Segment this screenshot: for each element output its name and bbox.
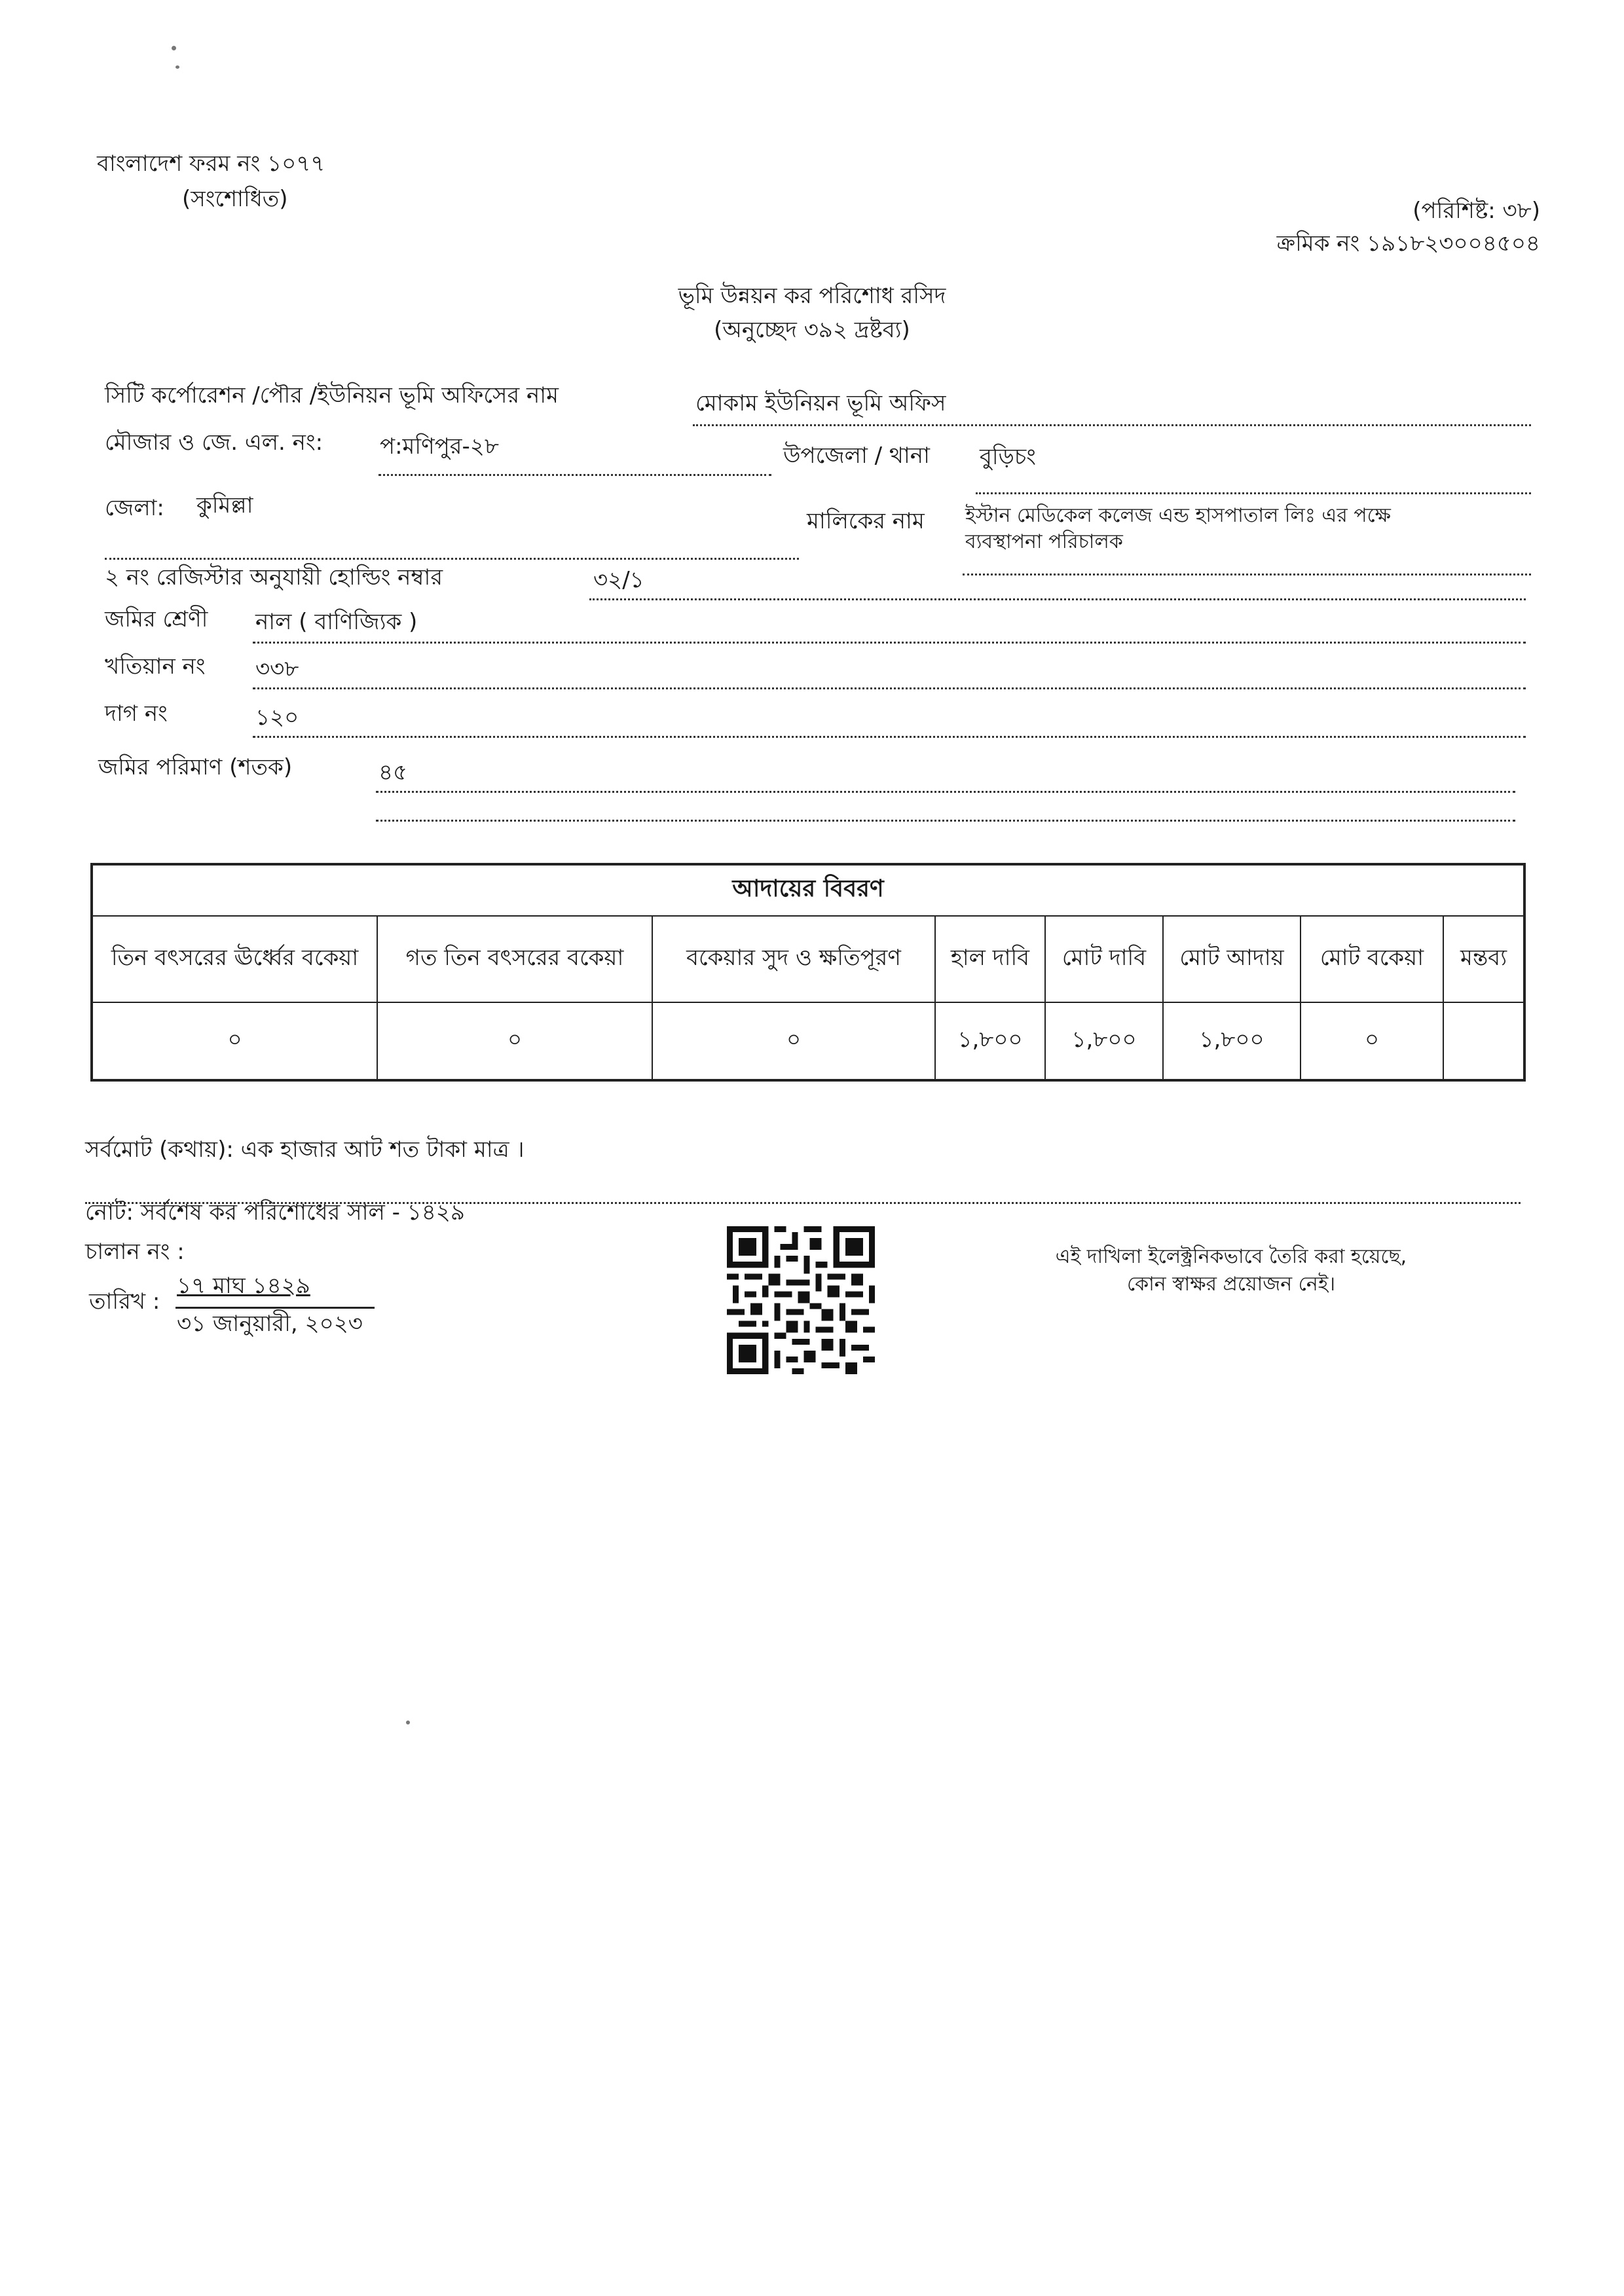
last-payment-note: নোট: সর্বশেষ কর পরিশোধের সাল - ১৪২৯ <box>85 1199 465 1226</box>
owner-value-line1: ইস্টান মেডিকেল কলেজ এন্ড হাসপাতাল লিঃ এর পক্ষে <box>965 504 1391 527</box>
table-cell: ১,৮০০ <box>935 1002 1045 1080</box>
amended-label: (সংশোধিত) <box>182 186 288 212</box>
appendix-label: (পরিশিষ্ট: ৩৮) <box>1412 198 1540 224</box>
qr-code <box>727 1223 875 1377</box>
table-cell: ০ <box>92 1002 377 1080</box>
electronic-note-line2: কোন স্বাক্ষর প্রয়োজন নেই। <box>1126 1273 1336 1296</box>
scan-speck <box>175 65 179 69</box>
office-value: মোকাম ইউনিয়ন ভূমি অফিস <box>695 390 946 416</box>
document-title: ভূমি উন্নয়ন কর পরিশোধ রসিদ <box>678 283 946 309</box>
scan-speck <box>172 46 176 50</box>
khatian-value: ৩৩৮ <box>255 656 299 682</box>
table-cell: ০ <box>1301 1002 1443 1080</box>
upazila-value: বুড়িচং <box>980 444 1036 470</box>
mouza-underline <box>378 474 771 476</box>
owner-label: মালিকের নাম <box>807 508 925 534</box>
column-header: তিন বৎসরের ঊর্ধ্বের বকেয়া <box>92 916 377 1002</box>
column-header: মোট বকেয়া <box>1301 916 1443 1002</box>
date-bangla: ১৭ মাঘ ১৪২৯ <box>177 1273 310 1299</box>
mouza-label: মৌজার ও জে. এল. নং: <box>105 429 323 456</box>
document-subtitle: (অনুচ্ছেদ ৩৯২ দ্রষ্টব্য) <box>714 317 910 343</box>
scan-speck <box>406 1721 410 1724</box>
table-title: আদায়ের বিবরণ <box>92 864 1524 916</box>
date-label: তারিখ : <box>89 1288 160 1315</box>
table-cell: ০ <box>652 1002 935 1080</box>
dag-value: ১২০ <box>255 704 299 731</box>
area-underline <box>376 791 1515 793</box>
table-cell: ০ <box>377 1002 652 1080</box>
owner-underline <box>963 574 1531 575</box>
land-class-underline <box>253 642 1526 644</box>
land-class-label: জমির শ্রেণী <box>105 606 208 632</box>
area-value: ৪৫ <box>378 759 408 786</box>
district-underline <box>105 558 799 560</box>
upazila-underline <box>976 492 1531 494</box>
holding-underline <box>589 598 1526 600</box>
collection-table <box>90 863 1526 1082</box>
date-english: ৩১ জানুয়ারী, ২০২৩ <box>177 1311 363 1337</box>
table-row <box>92 1002 1524 1080</box>
district-value: কুমিল্লা <box>196 492 253 519</box>
holding-label: ২ নং রেজিস্টার অনুযায়ী হোল্ডিং নম্বার <box>105 564 443 591</box>
dag-label: দাগ নং <box>105 701 168 727</box>
khatian-label: খতিয়ান নং <box>105 653 206 680</box>
column-header: মোট দাবি <box>1045 916 1163 1002</box>
table-cell: ১,৮০০ <box>1163 1002 1301 1080</box>
challan-number: চালান নং : <box>85 1239 185 1265</box>
column-header: মন্তব্য <box>1443 916 1524 1002</box>
office-label: সিটি কর্পোরেশন /পৌর /ইউনিয়ন ভূমি অফিসের নাম <box>105 382 559 409</box>
column-header: হাল দাবি <box>935 916 1045 1002</box>
owner-value-line2: ব্যবস্থাপনা পরিচালক <box>965 530 1123 553</box>
column-header: বকেয়ার সুদ ও ক্ষতিপূরণ <box>652 916 935 1002</box>
serial-number: ক্রমিক নং ১৯১৮২৩০০৪৫০৪ <box>1276 230 1540 257</box>
upazila-label: উপজেলা / থানা <box>783 443 930 469</box>
electronic-note-line1: এই দাখিলা ইলেক্ট্রনিকভাবে তৈরি করা হয়েছে, <box>1055 1245 1407 1268</box>
khatian-underline <box>253 687 1526 689</box>
date-divider <box>175 1307 375 1309</box>
total-in-words: সর্বমোট (কথায়): এক হাজার আট শত টাকা মাত্র । <box>85 1137 525 1163</box>
column-header: গত তিন বৎসরের বকেয়া <box>377 916 652 1002</box>
form-number: বাংলাদেশ ফরম নং ১০৭৭ <box>97 151 325 177</box>
holding-value: ৩২/১ <box>593 567 644 593</box>
district-label: জেলা: <box>105 495 164 521</box>
mouza-value: প:মণিপুর-২৮ <box>380 433 499 460</box>
office-underline <box>693 424 1531 426</box>
table-cell: ১,৮০০ <box>1045 1002 1163 1080</box>
area-underline-2 <box>376 820 1515 822</box>
table-cell <box>1443 1002 1524 1080</box>
land-class-value: নাল ( বাণিজ্যিক ) <box>255 609 418 635</box>
column-header: মোট আদায় <box>1163 916 1301 1002</box>
area-label: জমির পরিমাণ (শতক) <box>98 754 293 780</box>
dag-underline <box>253 736 1526 738</box>
